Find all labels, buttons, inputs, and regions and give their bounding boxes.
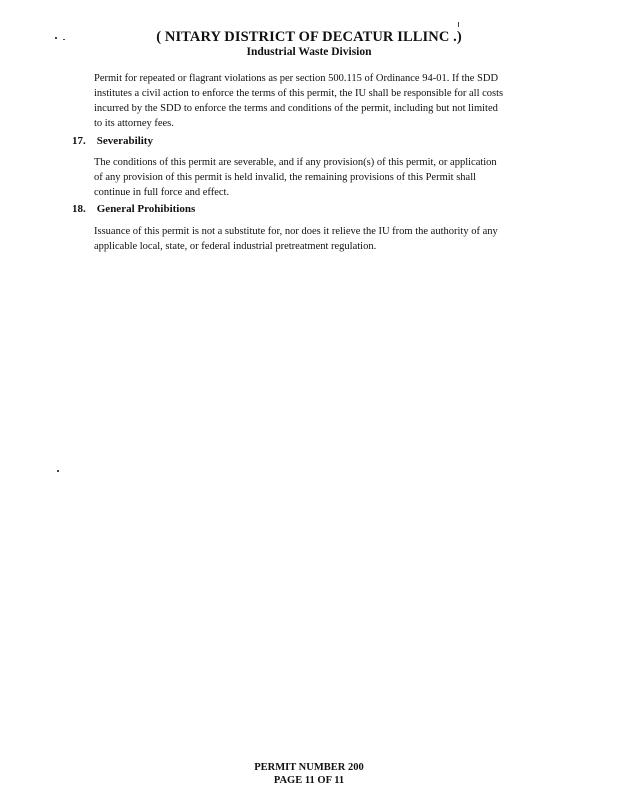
text-line: Issuance of this permit is not a substitute for, nor does it relieve the IU from the authority of any <box>94 226 498 237</box>
intro-paragraph <box>94 71 503 131</box>
section-body-severability <box>94 155 497 200</box>
text-line: to its attorney fees. <box>94 118 174 129</box>
section-number: 18. <box>72 203 86 215</box>
section-heading-severability <box>72 135 153 147</box>
scan-speck <box>57 470 59 472</box>
section-number: 17. <box>72 135 86 147</box>
scan-speck <box>458 22 459 27</box>
section-heading-general-prohibitions <box>72 203 195 215</box>
text-line: Permit for repeated or flagrant violations as per section 500.115 of Ordinance 94-01. If the SDD <box>94 73 499 84</box>
section-body-general-prohibitions <box>94 224 498 254</box>
page-number: PAGE 11 OF 11 <box>273 775 345 786</box>
page-header-subtitle: Industrial Waste Division <box>246 46 372 58</box>
text-line: continue in full force and effect. <box>94 187 230 198</box>
section-title: Severability <box>96 135 153 147</box>
text-line: incurred by the SDD to enforce the terms and conditions of the permit, including but not limited <box>94 103 498 114</box>
text-line: applicable local, state, or federal industrial pretreatment regulation. <box>94 241 377 252</box>
section-title: General Prohibitions <box>96 203 196 215</box>
text-line: The conditions of this permit are severable, and if any provision(s) of this permit, or application <box>94 157 497 168</box>
page-header-title: ( NITARY DISTRICT OF DECATUR ILLINC .) <box>156 29 462 45</box>
text-line: of any provision of this permit is held invalid, the remaining provisions of this Permit shall <box>94 172 477 183</box>
text-line: institutes a civil action to enforce the terms of this permit, the IU shall be responsible for all costs <box>94 88 504 99</box>
permit-number: PERMIT NUMBER 200 <box>254 762 364 773</box>
